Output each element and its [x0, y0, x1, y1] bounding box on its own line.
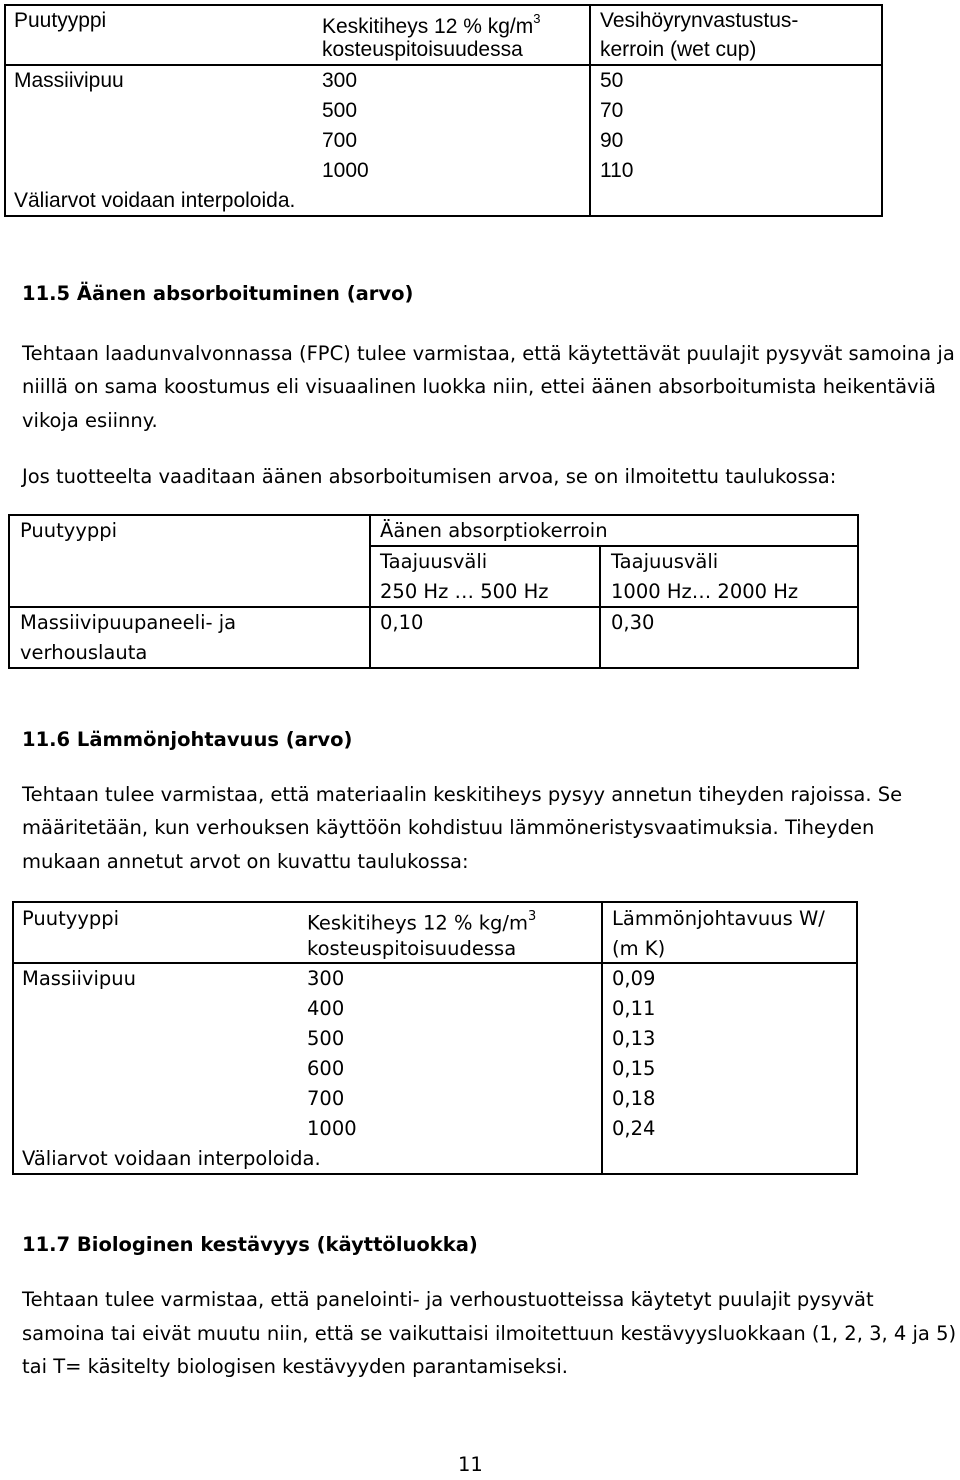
- col-header-density: Keskitiheys 12 % $kg/m^3$: [307, 909, 537, 935]
- absorption-value-high: 0,30: [611, 611, 655, 634]
- density-value: 600: [307, 1057, 345, 1080]
- conductivity-value: 0,15: [612, 1057, 656, 1080]
- density-value: 700: [307, 1087, 345, 1110]
- paragraph-line: Tehtaan tulee varmistaa, että panelointi- ja verhoustuotteissa käytetyt puulajit pysyvät: [22, 1288, 874, 1311]
- paragraph-line: määritetään, kun verhouksen käyttöön kohdistuu lämmöneristysvaatimuksia. Tiheyden: [22, 816, 875, 839]
- col-header-frequency-low-range: 250 Hz … 500 Hz: [380, 580, 549, 603]
- row-label-panel-cont: verhouslauta: [20, 641, 148, 664]
- paragraph-line: samoina tai eivät muutu niin, että se vaikuttaisi ilmoitettuun kestävyysluokkaan (1, 2, 3, 4 ja 5): [22, 1322, 957, 1345]
- col-header-density: Keskitiheys 12 % $kg/m^3$: [322, 11, 541, 38]
- density-value: 300: [322, 69, 358, 92]
- vapour-value: 90: [600, 129, 624, 152]
- col-header-vapour: Vesihöyrynvastustus-: [600, 9, 799, 32]
- absorption-value-low: 0,10: [380, 611, 424, 634]
- density-value: 500: [322, 99, 358, 122]
- col-header-frequency-high: Taajuusväli: [611, 550, 719, 573]
- paragraph-line: Jos tuotteelta vaaditaan äänen absorboitumisen arvoa, se on ilmoitettu taulukossa:: [22, 465, 837, 488]
- row-label-solid-wood: Massiivipuu: [22, 967, 136, 990]
- density-value: 700: [322, 129, 358, 152]
- density-value: 400: [307, 997, 345, 1020]
- col-header-conductivity: Lämmönjohtavuus W/: [612, 907, 825, 930]
- col-header-frequency-high-range: 1000 Hz… 2000 Hz: [611, 580, 799, 603]
- page-number: 11: [458, 1453, 483, 1476]
- section-heading-11-5: 11.5 Äänen absorboituminen (arvo): [22, 282, 414, 305]
- paragraph-line: mukaan annetut arvot on kuvattu taulukossa:: [22, 850, 469, 873]
- col-header-conductivity-cont: (m K): [612, 937, 666, 960]
- density-value: 500: [307, 1027, 345, 1050]
- paragraph-line: Tehtaan laadunvalvonnassa (FPC) tulee varmistaa, että käytettävät puulajit pysyvät samoina ja: [22, 342, 955, 365]
- section-heading-11-6: 11.6 Lämmönjohtavuus (arvo): [22, 728, 353, 751]
- row-label-panel: Massiivipuupaneeli- ja: [20, 611, 237, 634]
- table-divider: [589, 4, 591, 217]
- paragraph-line: vikoja esiinny.: [22, 409, 158, 432]
- vapour-value: 70: [600, 99, 624, 122]
- density-value: 1000: [322, 159, 369, 182]
- col-header-wood-type: Puutyyppi: [14, 9, 107, 32]
- col-header-vapour-cont: kerroin (wet cup): [600, 38, 757, 61]
- conductivity-value: 0,18: [612, 1087, 656, 1110]
- interpolation-note: Väliarvot voidaan interpoloida.: [14, 189, 296, 212]
- paragraph-line: Tehtaan tulee varmistaa, että materiaalin keskitiheys pysyy annetun tiheyden rajoissa. Se: [22, 783, 903, 806]
- vapour-value: 50: [600, 69, 624, 92]
- conductivity-value: 0,09: [612, 967, 656, 990]
- interpolation-note: Väliarvot voidaan interpoloida.: [22, 1147, 321, 1170]
- density-value: 300: [307, 967, 345, 990]
- table-divider: [601, 901, 603, 1175]
- density-value: 1000: [307, 1117, 357, 1140]
- vapour-value: 110: [600, 159, 634, 182]
- conductivity-value: 0,11: [612, 997, 656, 1020]
- col-header-frequency-low: Taajuusväli: [380, 550, 488, 573]
- table-divider: [369, 514, 371, 669]
- paragraph-line: niillä on sama koostumus eli visuaalinen luokka niin, ettei äänen absorboitumista heikentäviä: [22, 375, 936, 398]
- conductivity-value: 0,13: [612, 1027, 656, 1050]
- col-header-wood-type: Puutyyppi: [22, 907, 120, 930]
- row-label-solid-wood: Massiivipuu: [14, 69, 124, 92]
- conductivity-value: 0,24: [612, 1117, 656, 1140]
- col-header-density-cont: kosteuspitoisuudessa: [322, 38, 523, 61]
- section-heading-11-7: 11.7 Biologinen kestävyys (käyttöluokka): [22, 1233, 478, 1256]
- col-header-density-cont: kosteuspitoisuudessa: [307, 937, 517, 960]
- col-header-absorption: Äänen absorptiokerroin: [380, 519, 608, 542]
- paragraph-line: tai T= käsitelty biologisen kestävyyden parantamiseksi.: [22, 1355, 568, 1378]
- col-header-wood-type: Puutyyppi: [20, 519, 118, 542]
